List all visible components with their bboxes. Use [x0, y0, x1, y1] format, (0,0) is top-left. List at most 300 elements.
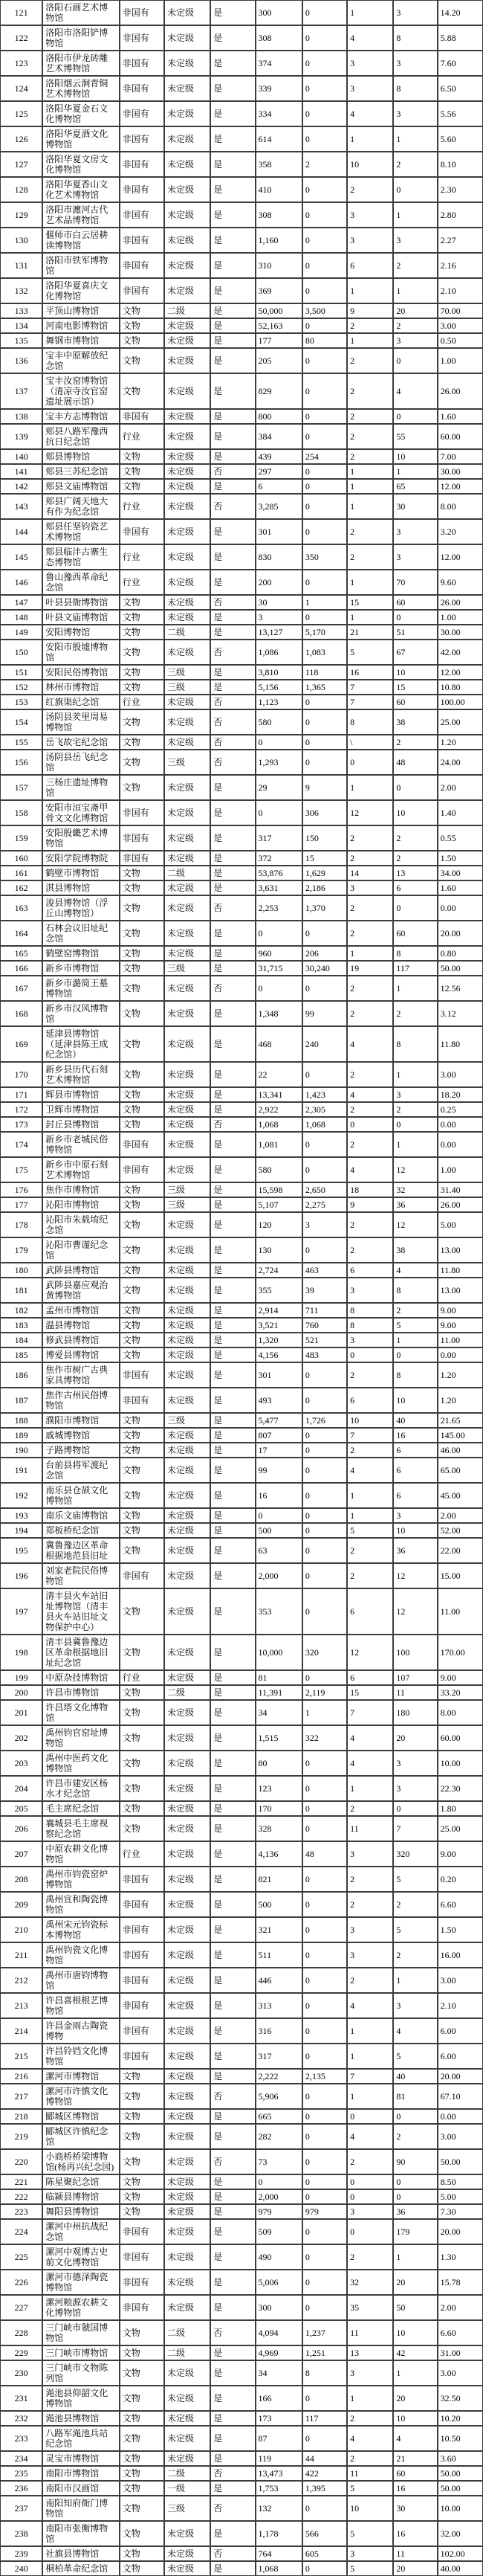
- table-cell: 0: [347, 750, 393, 775]
- table-cell: 未定级: [164, 2411, 210, 2426]
- table-cell: 三门峡市文物陈列馆: [42, 2360, 119, 2386]
- table-cell: 42.00: [438, 640, 483, 665]
- table-cell: 0: [393, 1117, 437, 1132]
- table-cell: 舞阳县博物馆: [42, 2204, 119, 2219]
- table-cell: 未定级: [164, 2546, 210, 2561]
- table-cell: 10: [393, 2320, 437, 2345]
- table-cell: 文物: [120, 946, 164, 961]
- table-cell: 是: [210, 76, 255, 101]
- table-cell: 5.00: [438, 2189, 483, 2204]
- table-cell: 25.00: [438, 709, 483, 735]
- table-cell: 7: [347, 695, 393, 709]
- table-cell: 非国有: [120, 825, 164, 851]
- table-cell: 郏县八路军豫西抗日纪念馆: [42, 424, 119, 449]
- table-cell: 1,320: [256, 1333, 302, 1347]
- table-cell: 282: [256, 2124, 302, 2149]
- table-cell: 1: [393, 976, 437, 1001]
- table-cell: 208: [0, 1867, 42, 1892]
- table-cell: 2: [393, 253, 437, 278]
- table-cell: 文物: [120, 2451, 164, 2466]
- table-row: [0, 424, 483, 449]
- table-cell: 2: [347, 1443, 393, 1458]
- table-cell: 未定级: [164, 494, 210, 519]
- table-cell: 6: [393, 1483, 437, 1508]
- table-cell: 非国有: [120, 101, 164, 126]
- table-cell: 未定级: [164, 1026, 210, 1062]
- table-cell: 238: [0, 2521, 42, 2546]
- table-cell: 129: [0, 202, 42, 228]
- table-cell: 是: [210, 424, 255, 449]
- table-cell: 31.40: [438, 1182, 483, 1197]
- table-cell: 未定级: [164, 775, 210, 800]
- table-cell: 21.65: [438, 1413, 483, 1428]
- table-cell: 0: [256, 735, 302, 750]
- table-cell: 是: [210, 1263, 255, 1278]
- table-cell: 否: [210, 2546, 255, 2561]
- table-cell: 234: [0, 2451, 42, 2466]
- table-row: [0, 2386, 483, 2411]
- table-cell: 15: [347, 595, 393, 610]
- table-cell: 未定级: [164, 2561, 210, 2576]
- table-cell: 0: [302, 1917, 347, 1942]
- table-cell: 非国有: [120, 2244, 164, 2270]
- table-cell: 3,521: [256, 1318, 302, 1333]
- table-cell: 4: [347, 1026, 393, 1062]
- table-cell: 0: [302, 519, 347, 544]
- table-row: [0, 1588, 483, 1635]
- table-cell: 7: [347, 1700, 393, 1725]
- table-row: [0, 2244, 483, 2270]
- table-cell: 未定级: [164, 318, 210, 333]
- table-cell: 文物: [120, 1347, 164, 1362]
- table-cell: 是: [210, 1563, 255, 1588]
- table-cell: 是: [210, 1318, 255, 1333]
- table-cell: 1.20: [438, 1362, 483, 1388]
- table-cell: 未定级: [164, 825, 210, 851]
- table-cell: 未定级: [164, 1263, 210, 1278]
- table-cell: 漯河中观博古史前文化博物馆: [42, 2244, 119, 2270]
- table-cell: 173: [0, 1117, 42, 1132]
- table-cell: 是: [210, 228, 255, 253]
- table-cell: 125: [0, 101, 42, 126]
- table-cell: 许昌金雨古陶瓷博物: [42, 2018, 119, 2044]
- table-cell: 60: [393, 2466, 437, 2481]
- table-cell: 7: [347, 680, 393, 695]
- table-cell: 205: [0, 1801, 42, 1816]
- table-cell: 未定级: [164, 851, 210, 866]
- table-cell: 2,305: [302, 1102, 347, 1117]
- table-cell: 是: [210, 544, 255, 570]
- table-cell: 3: [393, 1508, 437, 1523]
- table-cell: 210: [0, 1917, 42, 1942]
- table-cell: 是: [210, 1333, 255, 1347]
- table-cell: 2: [347, 1538, 393, 1563]
- table-cell: 439: [256, 449, 302, 464]
- table-cell: 8: [347, 1303, 393, 1318]
- table-cell: 227: [0, 2295, 42, 2320]
- table-cell: 7: [393, 1816, 437, 1841]
- table-cell: 11.80: [438, 1026, 483, 1062]
- table-cell: 10.20: [438, 2411, 483, 2426]
- table-cell: 60.00: [438, 1725, 483, 1751]
- table-cell: 河南电影博物馆: [42, 318, 119, 333]
- table-cell: 0: [302, 1388, 347, 1413]
- table-cell: 132: [256, 2496, 302, 2521]
- table-cell: 是: [210, 1751, 255, 1776]
- table-cell: 30.00: [438, 464, 483, 479]
- table-row: [0, 1413, 483, 1428]
- table-cell: 0: [393, 1347, 437, 1362]
- table-cell: 3: [256, 610, 302, 625]
- table-row: [0, 2466, 483, 2481]
- table-cell: 235: [0, 2466, 42, 2481]
- table-row: [0, 2521, 483, 2546]
- table-cell: 4,094: [256, 2320, 302, 2345]
- table-cell: 8: [347, 709, 393, 735]
- table-row: [0, 680, 483, 695]
- table-cell: 文物: [120, 1026, 164, 1062]
- table-cell: 是: [210, 2044, 255, 2069]
- table-cell: 0.00: [438, 1347, 483, 1362]
- table-cell: 0: [302, 1892, 347, 1917]
- table-cell: 372: [256, 851, 302, 866]
- table-cell: 0: [302, 1968, 347, 1993]
- table-cell: 0: [302, 2084, 347, 2109]
- table-row: [0, 228, 483, 253]
- table-row: [0, 866, 483, 880]
- table-row: [0, 2320, 483, 2345]
- table-cell: 1,423: [302, 1087, 347, 1102]
- table-row: [0, 2189, 483, 2204]
- table-row: [0, 2124, 483, 2149]
- table-cell: 764: [256, 2546, 302, 2561]
- table-cell: 308: [256, 202, 302, 228]
- table-cell: 三级: [164, 2496, 210, 2521]
- table-cell: 119: [256, 2451, 302, 2466]
- table-cell: 339: [256, 76, 302, 101]
- table-cell: 12: [393, 1588, 437, 1635]
- table-row: [0, 1776, 483, 1801]
- table-cell: 18.20: [438, 1087, 483, 1102]
- table-cell: 4: [347, 1458, 393, 1483]
- table-cell: 221: [0, 2174, 42, 2189]
- table-cell: 0: [347, 2174, 393, 2189]
- table-cell: 2: [347, 1062, 393, 1087]
- table-cell: 2: [302, 152, 347, 177]
- table-cell: 非国有: [120, 2270, 164, 2295]
- table-cell: 167: [0, 976, 42, 1001]
- table-cell: 是: [210, 2411, 255, 2426]
- table-cell: 614: [256, 126, 302, 152]
- table-cell: 254: [302, 449, 347, 464]
- table-cell: 文物: [120, 1700, 164, 1725]
- table-row: [0, 2295, 483, 2320]
- table-cell: 127: [0, 152, 42, 177]
- table-cell: 320: [302, 1635, 347, 1670]
- table-row: [0, 373, 483, 409]
- table-cell: 3: [347, 1333, 393, 1347]
- table-cell: 0: [302, 1563, 347, 1588]
- table-cell: 非国有: [120, 253, 164, 278]
- table-cell: 13.00: [438, 1278, 483, 1303]
- table-cell: 8: [393, 1026, 437, 1062]
- table-cell: 否: [210, 895, 255, 921]
- table-cell: 3,631: [256, 880, 302, 895]
- table-cell: 11: [393, 1685, 437, 1700]
- table-cell: 0: [302, 464, 347, 479]
- table-cell: 刘家老院民俗博物馆: [42, 1563, 119, 1588]
- table-cell: 146: [0, 570, 42, 595]
- table-cell: 0: [302, 348, 347, 373]
- table-cell: 240: [302, 1026, 347, 1062]
- table-cell: 南阳市博物馆: [42, 2466, 119, 2481]
- table-cell: 南乐文庙博物馆: [42, 1508, 119, 1523]
- table-cell: 143: [0, 494, 42, 519]
- table-cell: 桐柏革命纪念馆: [42, 2561, 119, 2576]
- table-cell: 2: [347, 825, 393, 851]
- table-cell: 是: [210, 1725, 255, 1751]
- table-cell: 328: [256, 1816, 302, 1841]
- table-cell: 未定级: [164, 25, 210, 51]
- table-cell: 3: [393, 1993, 437, 2018]
- table-cell: 0: [393, 1801, 437, 1816]
- table-cell: 未定级: [164, 228, 210, 253]
- table-row: [0, 1917, 483, 1942]
- table-cell: 是: [210, 1917, 255, 1942]
- table-cell: 未定级: [164, 2149, 210, 2174]
- table-cell: 8.10: [438, 152, 483, 177]
- table-cell: 否: [210, 2084, 255, 2109]
- table-cell: 禹州中医药文化博物馆: [42, 1751, 119, 1776]
- table-row: [0, 409, 483, 424]
- table-cell: 未定级: [164, 1751, 210, 1776]
- table-cell: 非国有: [120, 1157, 164, 1182]
- table-cell: 1,753: [256, 2481, 302, 2496]
- table-cell: 是: [210, 2270, 255, 2295]
- table-cell: 行业: [120, 695, 164, 709]
- table-row: [0, 695, 483, 709]
- table-cell: 2: [347, 373, 393, 409]
- table-cell: 0: [302, 1443, 347, 1458]
- table-cell: 0: [302, 2109, 347, 2124]
- table-row: [0, 1102, 483, 1117]
- table-cell: 219: [0, 2124, 42, 2149]
- table-cell: 是: [210, 333, 255, 348]
- table-cell: 605: [302, 2546, 347, 2561]
- table-cell: 10: [393, 1388, 437, 1413]
- table-cell: 15: [393, 680, 437, 695]
- table-cell: 6: [256, 479, 302, 494]
- table-cell: 7.60: [438, 51, 483, 76]
- table-cell: 郏县临沣古寨生态博物馆: [42, 544, 119, 570]
- table-cell: 是: [210, 2561, 255, 2576]
- table-cell: 郏县任坚钧瓷艺术博物馆: [42, 519, 119, 544]
- table-cell: 8.00: [438, 494, 483, 519]
- table-row: [0, 202, 483, 228]
- table-cell: 80: [302, 333, 347, 348]
- table-cell: 42: [393, 2345, 437, 2360]
- table-cell: 南乐县仓颉文化博物馆: [42, 1483, 119, 1508]
- table-cell: 50,000: [256, 303, 302, 318]
- table-cell: 文物: [120, 2496, 164, 2521]
- table-cell: 521: [302, 1333, 347, 1347]
- table-cell: 是: [210, 1993, 255, 2018]
- table-cell: 是: [210, 51, 255, 76]
- table-cell: 36: [393, 1197, 437, 1212]
- table-cell: 未定级: [164, 2244, 210, 2270]
- table-cell: 三级: [164, 1182, 210, 1197]
- table-cell: 184: [0, 1333, 42, 1347]
- table-cell: 是: [210, 1303, 255, 1318]
- table-cell: 非国有: [120, 2044, 164, 2069]
- table-cell: 2: [347, 2451, 393, 2466]
- table-cell: 14: [347, 866, 393, 880]
- table-cell: 26.00: [438, 595, 483, 610]
- table-cell: 493: [256, 1388, 302, 1413]
- table-cell: 是: [210, 1157, 255, 1182]
- table-cell: 9.00: [438, 1318, 483, 1333]
- table-cell: 文物: [120, 333, 164, 348]
- table-cell: 134: [0, 318, 42, 333]
- table-cell: 1: [347, 0, 393, 25]
- table-cell: 未定级: [164, 880, 210, 895]
- table-cell: 禹州钧官窑址博物馆: [42, 1725, 119, 1751]
- table-row: [0, 610, 483, 625]
- table-cell: 是: [210, 0, 255, 25]
- table-cell: 是: [210, 2295, 255, 2320]
- table-cell: 是: [210, 1001, 255, 1026]
- table-cell: 800: [256, 409, 302, 424]
- table-cell: 未定级: [164, 1841, 210, 1867]
- table-cell: 文物: [120, 1197, 164, 1212]
- table-cell: 1: [393, 464, 437, 479]
- table-cell: 焦作古州民俗博物馆: [42, 1388, 119, 1413]
- table-cell: 830: [256, 544, 302, 570]
- table-cell: 8: [393, 76, 437, 101]
- table-cell: 144: [0, 519, 42, 544]
- table-cell: 2,922: [256, 1102, 302, 1117]
- table-cell: 3: [393, 1087, 437, 1102]
- table-cell: 未定级: [164, 1347, 210, 1362]
- table-cell: 50.00: [438, 961, 483, 976]
- table-cell: 44: [302, 2451, 347, 2466]
- table-cell: 0: [256, 800, 302, 825]
- table-cell: 0: [302, 1483, 347, 1508]
- table-cell: 漯河市德泽陶瓷博物馆: [42, 2270, 119, 2295]
- table-cell: 232: [0, 2411, 42, 2426]
- table-cell: 6: [347, 253, 393, 278]
- table-cell: 未定级: [164, 2084, 210, 2109]
- table-cell: 151: [0, 665, 42, 680]
- table-cell: 10: [393, 2411, 437, 2426]
- table-cell: 0: [302, 1751, 347, 1776]
- table-cell: 2: [347, 1237, 393, 1263]
- table-cell: 0: [347, 1117, 393, 1132]
- table-cell: 7: [347, 2069, 393, 2084]
- table-cell: 非国有: [120, 1388, 164, 1413]
- table-cell: 164: [0, 921, 42, 946]
- table-cell: 文物: [120, 303, 164, 318]
- table-cell: 301: [256, 519, 302, 544]
- table-cell: 未定级: [164, 1237, 210, 1263]
- table-cell: 152: [0, 680, 42, 695]
- table-cell: 0: [302, 750, 347, 775]
- table-cell: 文物: [120, 1635, 164, 1670]
- table-cell: 非国有: [120, 2295, 164, 2320]
- table-cell: 6.50: [438, 76, 483, 101]
- table-cell: 0: [302, 1670, 347, 1685]
- table-cell: 3: [393, 333, 437, 348]
- table-cell: 131: [0, 253, 42, 278]
- table-cell: 文物: [120, 464, 164, 479]
- table-cell: 行业: [120, 424, 164, 449]
- table-cell: 未定级: [164, 1508, 210, 1523]
- table-cell: 46.00: [438, 1443, 483, 1458]
- table-cell: 非国有: [120, 126, 164, 152]
- table-cell: 205: [256, 348, 302, 373]
- table-cell: 4,136: [256, 1841, 302, 1867]
- table-cell: 16.00: [438, 1942, 483, 1968]
- table-cell: 是: [210, 1816, 255, 1841]
- table-row: [0, 479, 483, 494]
- table-cell: 鹤壁市博物馆: [42, 866, 119, 880]
- table-row: [0, 2360, 483, 2386]
- table-cell: 11: [347, 2320, 393, 2345]
- table-row: [0, 1001, 483, 1026]
- table-cell: 是: [210, 800, 255, 825]
- table-row: [0, 851, 483, 866]
- table-cell: 温县博物馆: [42, 1318, 119, 1333]
- table-cell: 0: [393, 348, 437, 373]
- table-cell: 0: [302, 101, 347, 126]
- table-cell: 20: [393, 2386, 437, 2411]
- table-row: [0, 1563, 483, 1588]
- table-cell: 未定级: [164, 800, 210, 825]
- table-cell: 67.10: [438, 2084, 483, 2109]
- table-cell: 1: [393, 1062, 437, 1087]
- table-cell: 0: [347, 2219, 393, 2244]
- table-cell: 5.60: [438, 126, 483, 152]
- table-cell: 166: [256, 2386, 302, 2411]
- table-cell: 未定级: [164, 479, 210, 494]
- table-row: [0, 1237, 483, 1263]
- table-cell: 0: [302, 2124, 347, 2149]
- table-cell: 195: [0, 1538, 42, 1563]
- table-cell: 三级: [164, 750, 210, 775]
- table-cell: 24.00: [438, 750, 483, 775]
- table-cell: 38: [393, 709, 437, 735]
- table-cell: 0.00: [438, 1117, 483, 1132]
- table-cell: 舞钢市博物馆: [42, 333, 119, 348]
- table-cell: 6: [347, 1670, 393, 1685]
- table-cell: 未定级: [164, 2295, 210, 2320]
- table-cell: 118: [302, 665, 347, 680]
- table-row: [0, 25, 483, 51]
- table-cell: 是: [210, 1278, 255, 1303]
- table-cell: 0: [302, 2295, 347, 2320]
- table-cell: 0: [393, 895, 437, 921]
- table-row: [0, 544, 483, 570]
- table-row: [0, 625, 483, 640]
- table-cell: 文物: [120, 2204, 164, 2219]
- table-row: [0, 318, 483, 333]
- table-cell: 禹州宣和陶瓷博物馆: [42, 1892, 119, 1917]
- table-cell: 鹤壁窑博物馆: [42, 946, 119, 961]
- table-cell: 非国有: [120, 1362, 164, 1388]
- table-cell: 159: [0, 825, 42, 851]
- table-cell: 2: [347, 895, 393, 921]
- table-cell: 30.00: [438, 625, 483, 640]
